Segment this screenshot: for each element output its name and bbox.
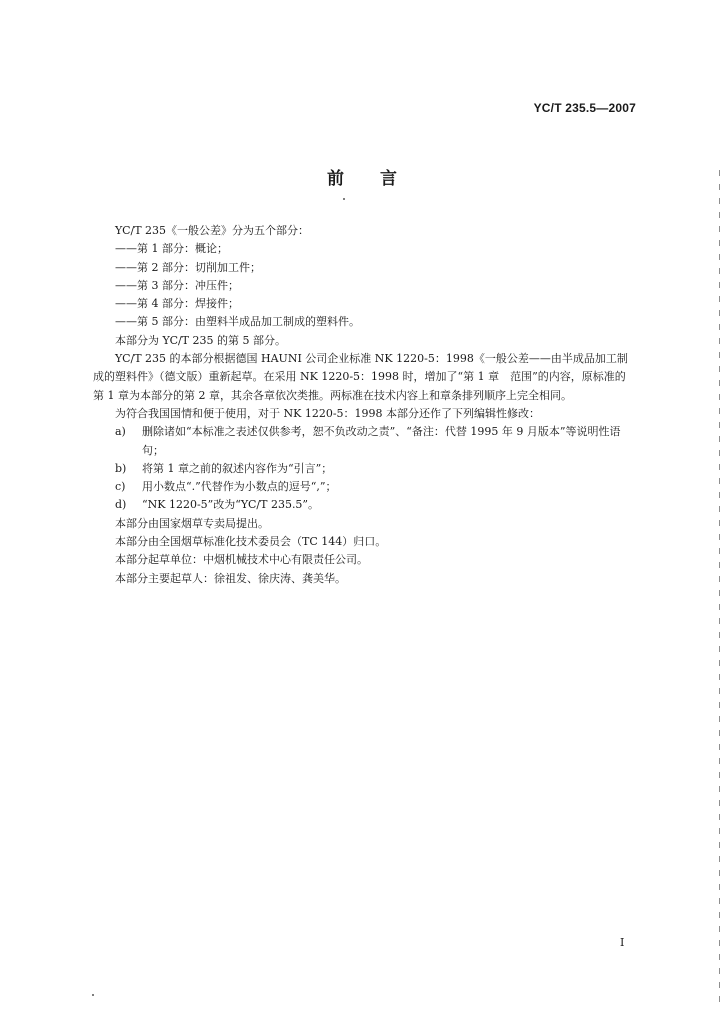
- edit-item: [93, 423, 633, 460]
- edit-item-label: c): [115, 480, 126, 494]
- edit-item: [93, 460, 633, 478]
- edit-item-text: 删除诸如“本标准之表述仅供参考，恕不负改动之责”、“备注：代替 1995 年 9 月版本”等说明性语句；: [142, 425, 621, 457]
- drafters-paragraph: 本部分主要起草人：徐祖发、徐庆涛、龚美华。: [115, 571, 346, 585]
- this-part-paragraph: 本部分为 YC/T 235 的第 5 部分。: [115, 333, 287, 347]
- proposed-by-paragraph: 本部分由国家烟草专卖局提出。: [115, 516, 269, 530]
- edit-item-text: 将第 1 章之前的叙述内容作为“引言”；: [142, 461, 333, 475]
- edit-item-text: 用小数点“.”代替作为小数点的逗号“,”；: [142, 480, 337, 494]
- scan-speck: [92, 994, 94, 996]
- edit-item: [93, 478, 633, 496]
- edit-item-label: b): [115, 461, 127, 475]
- part-list-item: ——第 5 部分：由塑料半成品加工制成的塑料件。: [115, 315, 360, 329]
- basis-paragraph: YC/T 235 的本部分根据德国 HAUNI 公司企业标准 NK 1220-5：1998《一般公差——由半成品加工制成的塑料件》（德文版）重新起草。在采用 NK 1220-5：1998 时，增加了“第 1 章 范围”的内容，原标准的第 1 章为本部分的第 2 章，其余各章依次类推。两标准在技术内容上和章条排列顺序上完全相同。: [93, 352, 628, 402]
- drafting-unit-paragraph: 本部分起草单位：中烟机械技术中心有限责任公司。: [115, 553, 368, 567]
- edits-intro-paragraph: 为符合我国国情和便于使用，对于 NK 1220-5：1998 本部分还作了下列编辑性修改：: [115, 406, 541, 420]
- foreword-body: [93, 222, 633, 588]
- page-number: I: [620, 936, 625, 949]
- scan-edge-line: [719, 170, 720, 1010]
- edit-item-label: d): [115, 498, 127, 512]
- edit-item-text: “NK 1220-5”改为“YC/T 235.5”。: [142, 498, 320, 512]
- edit-item: [93, 496, 633, 514]
- scan-speck: [343, 198, 345, 200]
- page-title: 前言: [327, 169, 433, 189]
- edit-item-label: a): [115, 425, 126, 439]
- part-list-item: ——第 1 部分：概论；: [115, 242, 228, 256]
- standard-code: YC/T 235.5—2007: [533, 101, 636, 115]
- part-list-item: ——第 4 部分：焊接件；: [115, 297, 239, 311]
- intro-paragraph: YC/T 235《一般公差》分为五个部分：: [115, 224, 310, 237]
- part-list-item: ——第 2 部分：切削加工件；: [115, 260, 261, 274]
- part-list-item: ——第 3 部分：冲压件；: [115, 278, 239, 292]
- centralized-by-paragraph: 本部分由全国烟草标准化技术委员会（TC 144）归口。: [115, 535, 387, 549]
